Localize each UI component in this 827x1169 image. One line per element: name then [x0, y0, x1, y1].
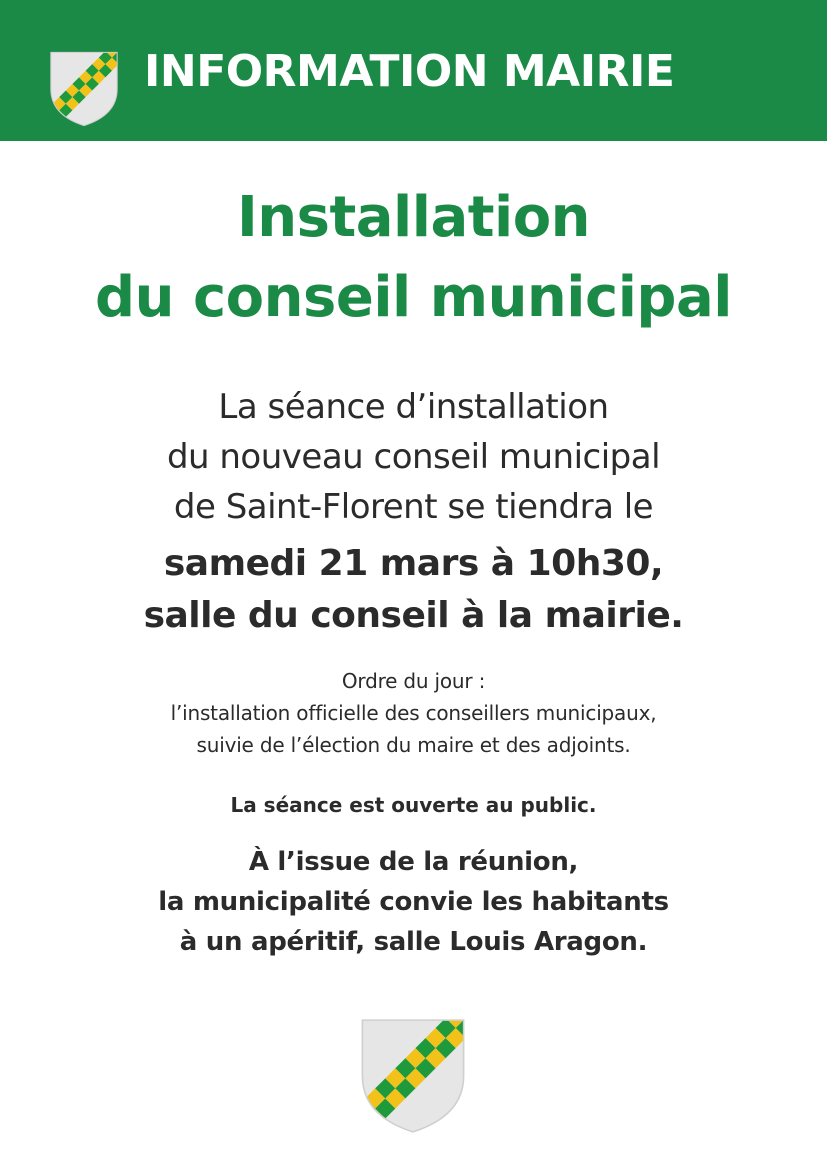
header-banner [0, 0, 827, 141]
agenda-line: suivie de l’élection du maire et des adjoints. [196, 733, 631, 757]
closing-line: la municipalité convie les habitants [158, 887, 669, 917]
shield-crest-icon [49, 51, 119, 127]
closing-line: à un apéritif, salle Louis Aragon. [179, 927, 648, 957]
closing-invitation [20, 842, 807, 962]
intro-paragraph [20, 382, 807, 532]
closing-line: À l’issue de la réunion, [248, 847, 579, 877]
title-line: Installation [236, 185, 591, 250]
intro-line: du nouveau conseil municipal [166, 437, 661, 477]
location-line: salle du conseil à la mairie. [143, 595, 684, 636]
page-title [20, 178, 807, 338]
agenda-line: l’installation officielle des conseillers municipaux, [170, 701, 657, 725]
date-line: samedi 21 mars à 10h30, [163, 543, 664, 584]
intro-line: La séance d’installation [218, 387, 609, 427]
public-notice: La séance est ouverte au public. [230, 793, 597, 817]
title-line: du conseil municipal [95, 265, 732, 330]
date-location [20, 538, 807, 642]
page-header-title: INFORMATION MAIRIE [144, 46, 675, 97]
intro-line: de Saint-Florent se tiendra le [173, 487, 654, 527]
agenda-block [20, 665, 807, 761]
shield-crest-icon [360, 1018, 466, 1134]
agenda-heading: Ordre du jour : [341, 669, 486, 693]
